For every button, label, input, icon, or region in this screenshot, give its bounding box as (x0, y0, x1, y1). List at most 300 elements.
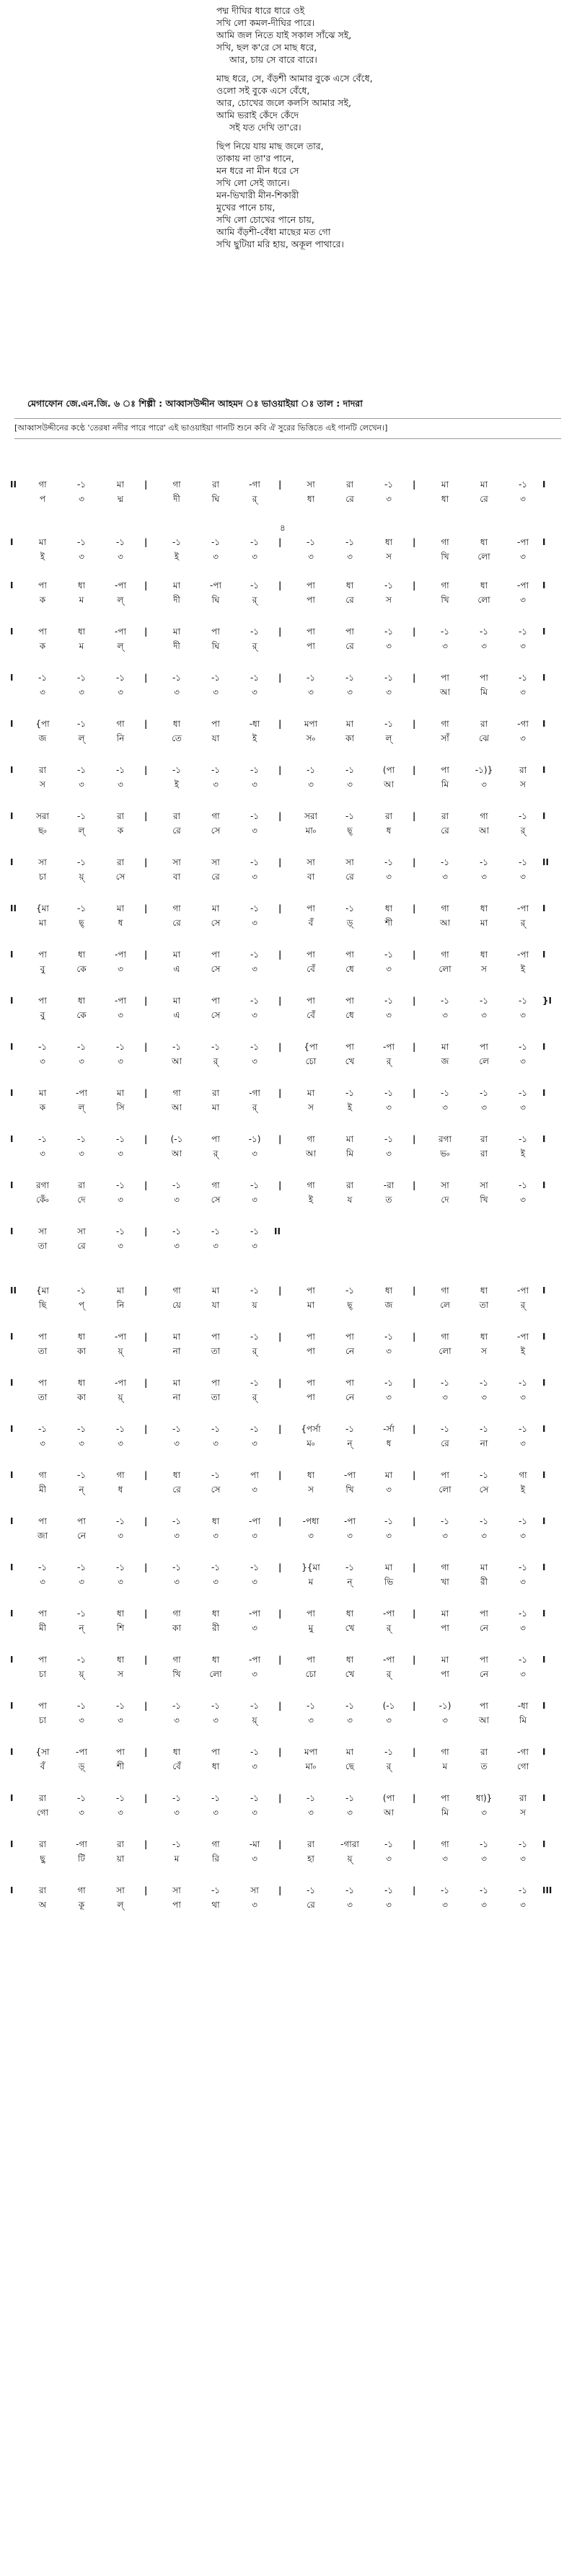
swara-line (10, 1040, 573, 1054)
syllable-cell: প্ (78, 1300, 85, 1310)
syllable-cell: না (172, 1392, 181, 1402)
swara-cell: পা (38, 580, 47, 590)
bar-line: I (10, 537, 14, 547)
swara-cell: পা (211, 719, 220, 729)
syllable-cell: ৩ (347, 779, 353, 789)
syllable-cell: ৩ (79, 1807, 84, 1818)
syllable-cell: র্ (520, 918, 526, 928)
swara-cell: গা (38, 1470, 47, 1480)
syllable-cell: পা (307, 1392, 315, 1402)
syllable-cell: র্ (252, 1346, 257, 1356)
swara-cell: -১ (345, 1793, 355, 1803)
bar-line: I (10, 1470, 14, 1480)
syllable-cell: ভ৹ (440, 1148, 450, 1159)
syllable-cell: ৩ (79, 1577, 84, 1587)
swara-cell: ধা (172, 1470, 181, 1480)
lyric-syllable-line (10, 1575, 573, 1589)
swara-cell: মা (345, 1134, 354, 1144)
lyric-line: আমি জল নিতে যাই সকাল সাঁঝে সই, (216, 30, 352, 40)
syllable-cell: ৩ (386, 964, 392, 974)
syllable-cell: ঘি (211, 494, 220, 504)
syllable-cell: বঁ (40, 1761, 45, 1771)
syllable-cell: য়া (116, 1854, 125, 1864)
syllable-cell: ল্ (78, 826, 85, 836)
swara-cell: পা (307, 580, 315, 590)
beat-divider: | (413, 1885, 416, 1895)
syllable-cell: মা (38, 918, 47, 928)
swara-cell: -১ (384, 479, 394, 490)
beat-divider: | (413, 1839, 416, 1849)
syllable-cell: ভি (384, 1577, 394, 1587)
swara-cell: -১ (250, 903, 260, 913)
bar-line: I (542, 1285, 546, 1296)
swara-cell: -১ (479, 1839, 489, 1849)
lyric-syllable-line (10, 1344, 573, 1358)
swara-cell: -১ (479, 1885, 489, 1895)
swara-cell: পা (307, 1332, 315, 1342)
lyric-line: মাছ ধরে, সে, বঁড়শী আমার বুকে এসে বেঁধে, (216, 73, 373, 84)
syllable-cell: ধে (345, 964, 354, 974)
lyric-syllable-line (10, 1667, 573, 1681)
swara-cell: -১ (172, 1839, 182, 1849)
syllable-cell: ৩ (213, 687, 219, 697)
bar-line: I (542, 1747, 546, 1757)
syllable-cell: ৩ (481, 1807, 487, 1818)
beat-divider: | (413, 1747, 416, 1757)
syllable-cell: ৩ (481, 1010, 487, 1020)
swara-cell: -১ (250, 950, 260, 960)
lyric-syllable-line (10, 549, 573, 564)
syllable-cell: রি (211, 1854, 220, 1864)
bar-line: I (542, 1088, 546, 1098)
swara-cell: -১ (172, 765, 182, 775)
swara-cell: -১ (518, 479, 528, 490)
swara-cell: -১ (38, 1042, 48, 1052)
swara-cell: -১ (440, 857, 450, 867)
bar-line: II (10, 1285, 17, 1296)
syllable-cell: ৩ (481, 1854, 487, 1864)
syllable-cell: ল্ (117, 641, 124, 651)
swara-cell: রা (441, 811, 449, 821)
syllable-cell: ড়্ (78, 1761, 85, 1771)
syllable-cell: ৩ (252, 1854, 257, 1864)
syllable-cell: ৩ (252, 1577, 257, 1587)
syllable-cell: ৩ (118, 552, 123, 562)
bar-line: II (10, 903, 17, 913)
syllable-cell: কা (172, 1623, 181, 1633)
notation-row (10, 1837, 573, 1866)
swara-cell: ধা (384, 537, 393, 547)
syllable-cell: তা (38, 1346, 48, 1356)
swara-cell: -১ (384, 1088, 394, 1098)
swara-cell: মা (116, 479, 125, 490)
beat-divider: | (413, 1562, 416, 1572)
beat-divider: | (278, 1424, 282, 1434)
lyric-syllable-line (10, 1713, 573, 1727)
swara-cell: -১ (38, 1134, 48, 1144)
beat-divider: | (278, 903, 282, 913)
swara-cell: -১ (76, 1042, 87, 1052)
swara-cell: -১ (345, 537, 355, 547)
beat-divider: | (278, 1562, 282, 1572)
swara-cell: গা (172, 1655, 181, 1665)
bar-line: I (10, 719, 14, 729)
bar-line: I (542, 1608, 546, 1619)
syllable-cell: ৩ (308, 1715, 314, 1725)
swara-cell: -১ (345, 1088, 355, 1098)
swara-line (10, 670, 573, 685)
swara-line (10, 1283, 573, 1298)
notation-row (10, 1132, 573, 1161)
notation-row (10, 901, 573, 930)
swara-cell: পা (116, 1747, 125, 1757)
swara-line (10, 1606, 573, 1621)
lyric-line: সই যত দেখি তা'রে। (229, 122, 301, 133)
syllable-cell: চা (39, 872, 46, 882)
beat-divider: | (144, 765, 148, 775)
beat-divider: | (413, 950, 416, 960)
swara-cell: (-১ (382, 1701, 395, 1711)
swara-cell: -১ (115, 1180, 125, 1190)
swara-cell: -১ (250, 1701, 260, 1711)
syllable-cell: মি (519, 1715, 527, 1725)
syllable-cell: ন্ (79, 1484, 84, 1495)
syllable-cell: মা (307, 1300, 315, 1310)
syllable-cell: দে (441, 1195, 449, 1205)
swara-cell: ধা)} (475, 1793, 493, 1803)
swara-cell: -১ (115, 1134, 125, 1144)
swara-cell: সরা (304, 811, 317, 821)
swara-cell: মা (441, 1655, 449, 1665)
syllable-cell: ৩ (252, 1900, 257, 1910)
swara-cell: {মা (36, 903, 49, 913)
syllable-cell: ৩ (79, 1715, 84, 1725)
syllable-cell: ৩ (118, 1807, 123, 1818)
swara-cell: গা (172, 1088, 181, 1098)
swara-cell: }{মা (301, 1562, 320, 1572)
notation-row (10, 1178, 573, 1207)
swara-cell: -১ (250, 1562, 260, 1572)
swara-cell: ধা (480, 537, 488, 547)
bar-line: I (10, 1562, 14, 1572)
swara-cell: -১ (345, 765, 355, 775)
beat-divider: | (278, 1042, 282, 1052)
swara-cell: পা (211, 1332, 220, 1342)
swara-line (10, 1791, 573, 1805)
beat-divider: | (278, 673, 282, 683)
syllable-cell: ৩ (252, 1148, 257, 1159)
syllable-cell: আ (440, 918, 450, 928)
swara-line (10, 1376, 573, 1390)
bar-line: I (542, 1042, 546, 1052)
syllable-cell: ৩ (252, 1195, 257, 1205)
swara-cell: সা (307, 857, 315, 867)
swara-cell: -১ (250, 765, 260, 775)
swara-cell: গা (480, 811, 488, 821)
syllable-cell: ৩ (386, 1484, 392, 1495)
swara-cell: -পা (249, 1516, 260, 1526)
swara-cell: রা (77, 1180, 86, 1190)
bar-line: I (10, 1088, 14, 1098)
song-background-note: [আব্বাসউদ্দীনের কণ্ঠে 'তেরষা নদীর পারে পারে' এই ভাওয়াইয়া গানটি শুনে কবি ঐ সুরের ভিত্তিতে এই গানটি লেখেন।] (14, 418, 561, 439)
swara-line (10, 1329, 573, 1344)
swara-cell: রা (211, 479, 220, 490)
swara-line (10, 855, 573, 869)
notation-row (10, 1652, 573, 1681)
swara-cell: -পা (383, 1608, 395, 1619)
beat-divider: | (144, 1562, 148, 1572)
swara-cell: -পা (517, 1285, 529, 1296)
beat-divider: | (278, 765, 282, 775)
syllable-cell: ৩ (118, 1531, 123, 1541)
syllable-cell: র্ (386, 1761, 392, 1771)
swara-cell: -১ (76, 1285, 87, 1296)
syllable-cell: আ (440, 687, 450, 697)
swara-cell: -১ (250, 1042, 260, 1052)
swara-cell: গা (211, 1180, 220, 1190)
syllable-cell: আ (172, 1102, 182, 1112)
syllable-cell: তে (172, 733, 182, 743)
bar-line: I (542, 811, 546, 821)
beat-divider: | (278, 811, 282, 821)
beat-divider: | (413, 1470, 416, 1480)
swara-cell: পা (480, 1655, 488, 1665)
swara-cell: গা (441, 1747, 449, 1757)
beat-divider: | (144, 580, 148, 590)
swara-cell: সরা (35, 811, 49, 821)
swara-cell: -১ (76, 811, 87, 821)
notation-row (10, 578, 573, 607)
swara-cell: -১ (115, 1226, 125, 1236)
syllable-cell: য়্ (79, 872, 84, 882)
swara-cell: -১ (115, 1042, 125, 1052)
syllable-cell: ৩ (386, 641, 392, 651)
beat-divider: | (413, 1088, 416, 1098)
swara-cell: -১ (479, 1470, 489, 1480)
syllable-cell: রে (345, 494, 354, 504)
swara-cell: ধা (77, 580, 86, 590)
swara-cell: -১ (384, 1885, 394, 1895)
syllable-cell: ৩ (252, 1623, 257, 1633)
beat-divider: | (278, 1793, 282, 1803)
swara-cell: পা (38, 1516, 47, 1526)
swara-cell: -১ (479, 1424, 489, 1434)
notation-row (10, 477, 573, 506)
syllable-cell: স (308, 1102, 314, 1112)
notation-row (10, 1699, 573, 1727)
syllable-cell: র্ (386, 1669, 392, 1679)
lyric-syllable-line (10, 639, 573, 653)
swara-cell: পা (480, 1608, 488, 1619)
swara-cell: মা (116, 1088, 125, 1098)
syllable-cell: লো (439, 964, 452, 974)
syllable-cell: র্ (386, 1623, 392, 1633)
swara-cell: পা (345, 1332, 354, 1342)
syllable-cell: ৩ (386, 1346, 392, 1356)
swara-cell: -১ (250, 537, 260, 547)
lyric-syllable-line (10, 1100, 573, 1115)
beat-divider: | (413, 1655, 416, 1665)
bar-line: I (10, 1424, 14, 1434)
swara-cell: -১ (518, 1516, 528, 1526)
swara-cell: পা (77, 1516, 86, 1526)
swara-cell: -১ (384, 1332, 394, 1342)
notation-row (10, 1086, 573, 1115)
bar-line: I (10, 765, 14, 775)
lyric-line: সখি ছুটিয়া মরি হায়, অকূল পাথারে। (216, 239, 344, 249)
syllable-cell: মী (38, 1484, 47, 1495)
beat-divider: | (144, 1285, 148, 1296)
syllable-cell: র্ (252, 1102, 257, 1112)
syllable-cell: ৩ (118, 1056, 123, 1066)
swara-cell: -১ (211, 1701, 221, 1711)
syllable-cell: য়্ (79, 1669, 84, 1679)
syllable-cell: ই (40, 552, 45, 562)
syllable-cell: থা (211, 1900, 220, 1910)
lyric-line: আর, চায় সে বারে বারে। (229, 54, 317, 65)
syllable-cell: ধা (441, 494, 449, 504)
syllable-cell: লে (479, 1056, 489, 1066)
bar-line: I (10, 1332, 14, 1342)
swara-line (10, 763, 573, 777)
swara-cell: রা (307, 1839, 315, 1849)
syllable-cell: ৩ (520, 1900, 526, 1910)
syllable-cell: ৩ (520, 733, 526, 743)
swara-cell: -পা (115, 1332, 126, 1342)
syllable-cell: জা (37, 1531, 48, 1541)
syllable-cell: ৩ (481, 1900, 487, 1910)
swara-cell: -১ (384, 719, 394, 729)
bar-line: I (10, 673, 14, 683)
swara-cell: রা (116, 857, 125, 867)
beat-divider: | (278, 1470, 282, 1480)
beat-divider: | (278, 580, 282, 590)
syllable-cell: সে (211, 964, 221, 974)
swara-cell: রা (172, 811, 181, 821)
swara-cell: মা (480, 1562, 488, 1572)
syllable-cell: ৩ (213, 1241, 219, 1251)
syllable-cell: ৩ (79, 1148, 84, 1159)
syllable-cell: বু (40, 1010, 45, 1020)
syllable-cell: খি (480, 1195, 488, 1205)
syllable-cell: ৩ (481, 641, 487, 651)
syllable-cell: ধা (307, 494, 315, 504)
beat-divider: | (144, 1088, 148, 1098)
lyric-line: সখি লো চোখের পানে চায়, (216, 214, 314, 225)
swara-cell: -১ (76, 537, 87, 547)
syllable-cell: কে (76, 964, 87, 974)
swara-cell: সা (172, 857, 181, 867)
beat-divider: | (278, 1332, 282, 1342)
swara-cell: সা (480, 1180, 488, 1190)
swara-cell: মা (172, 1332, 181, 1342)
swara-cell: -১ (440, 996, 450, 1006)
swara-cell: -পা (115, 580, 126, 590)
syllable-cell: ৩ (442, 1010, 448, 1020)
lyric-syllable-line (10, 777, 573, 792)
swara-cell: মপা (304, 719, 318, 729)
swara-cell: -পা (115, 950, 126, 960)
swara-cell: -১ (384, 580, 394, 590)
syllable-cell: ৩ (520, 1056, 526, 1066)
syllable-cell: ই (347, 1102, 353, 1112)
syllable-cell: আ (384, 779, 394, 789)
swara-cell: -১ (518, 1562, 528, 1572)
swara-cell: -১ (345, 903, 355, 913)
swara-cell: পা (307, 996, 315, 1006)
lyric-syllable-line (10, 492, 573, 506)
syllable-cell: ৩ (442, 1715, 448, 1725)
bar-line: I (542, 580, 546, 590)
notation-row (10, 1883, 573, 1912)
syllable-cell: তা (211, 1346, 221, 1356)
syllable-cell: ছ্ (79, 918, 84, 928)
swara-cell: মা (441, 1042, 449, 1052)
lyric-syllable-line (10, 1621, 573, 1635)
swara-cell: -১ (345, 1885, 355, 1895)
syllable-cell: ঘি (211, 595, 220, 605)
bar-line: I (542, 479, 546, 490)
notation-row (10, 1040, 573, 1068)
swara-cell: পা (441, 673, 449, 683)
swara-cell: সা (77, 1226, 86, 1236)
swara-cell: -১ (115, 1516, 125, 1526)
swara-cell: -১ (76, 1655, 87, 1665)
swara-cell: -১ (76, 1470, 87, 1480)
syllable-cell: ৩ (174, 1195, 180, 1205)
syllable-cell: বু (40, 964, 45, 974)
syllable-cell: তা (211, 1392, 221, 1402)
lyric-syllable-line (10, 823, 573, 838)
swara-cell: -১ (518, 1839, 528, 1849)
lyric-syllable-line (10, 1192, 573, 1207)
swara-cell: গা (307, 1180, 315, 1190)
lyric-syllable-line (10, 685, 573, 699)
beat-divider: | (278, 1134, 282, 1144)
swara-cell: মপা (304, 1747, 318, 1757)
syllable-cell: ৩ (347, 687, 353, 697)
syllable-cell: ৩ (520, 1195, 526, 1205)
swara-cell: সা (250, 1885, 259, 1895)
swara-line (10, 1652, 573, 1667)
swara-cell: পা (441, 765, 449, 775)
lyrics-stanza-2 (216, 72, 519, 133)
notation-row (10, 763, 573, 792)
swara-cell: ধা (77, 1378, 86, 1388)
swara-cell: মা (172, 996, 181, 1006)
syllable-cell: মা (480, 918, 488, 928)
swara-cell: {পর্সা (301, 1424, 321, 1434)
swara-cell: -১ (479, 857, 489, 867)
bar-line: I (10, 1516, 14, 1526)
beat-divider: | (278, 627, 282, 637)
syllable-cell: পা (307, 1346, 315, 1356)
syllable-cell: ছু (40, 1854, 45, 1864)
swara-cell: মা (384, 1562, 393, 1572)
swara-line (10, 1224, 573, 1239)
syllable-cell: খে (345, 1056, 355, 1066)
syllable-cell: আ (306, 1148, 316, 1159)
swara-cell: পা (307, 1655, 315, 1665)
swara-cell: গা (441, 1562, 449, 1572)
bar-line: II (542, 857, 549, 867)
swara-cell: -১ (518, 673, 528, 683)
syllable-cell: ৩ (442, 872, 448, 882)
notation-row (10, 1468, 573, 1497)
syllable-cell: ধ (118, 1484, 123, 1495)
bar-line: I (10, 1608, 14, 1619)
syllable-cell: ৩ (386, 872, 392, 882)
